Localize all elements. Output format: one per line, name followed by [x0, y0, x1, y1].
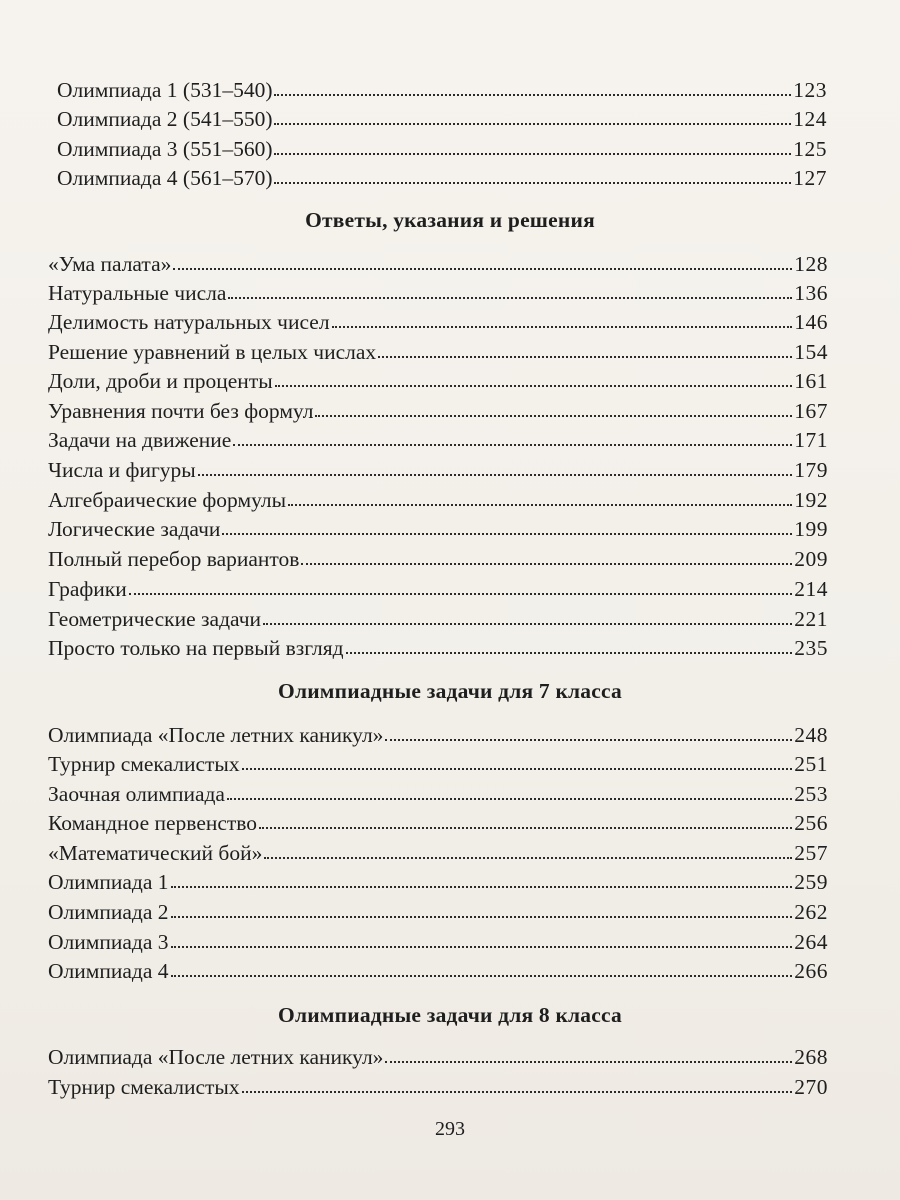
toc-entry-title: Числа и фигуры — [48, 458, 196, 482]
toc-entry[interactable] — [48, 367, 828, 395]
toc-entry[interactable] — [48, 486, 828, 514]
toc-entry[interactable] — [48, 575, 828, 603]
toc-entry-title: Геометрические задачи — [48, 607, 262, 631]
dot-leader — [332, 326, 793, 328]
toc-entry-title: Олимпиада «После летних каникул» — [48, 723, 384, 747]
toc-entry[interactable] — [57, 135, 827, 163]
dot-leader — [242, 768, 793, 770]
toc-entry-title: Олимпиада 2 — [48, 900, 169, 924]
dot-leader — [222, 533, 792, 535]
toc-entry-page: 209 — [794, 547, 828, 571]
toc-entry-page: 125 — [793, 137, 827, 161]
toc-entry-page: 161 — [794, 369, 828, 393]
toc-entry-title: Делимость натуральных чисел — [48, 310, 330, 334]
dot-leader — [173, 268, 792, 270]
toc-entry-title: Уравнения почти без формул — [48, 399, 314, 423]
toc-entry-page: 235 — [794, 636, 828, 660]
toc-entry[interactable] — [48, 397, 828, 425]
toc-entry-title: «Математический бой» — [48, 841, 263, 865]
dot-leader — [171, 886, 793, 888]
dot-leader — [378, 356, 792, 358]
toc-entry[interactable] — [48, 839, 828, 867]
toc-entry-page: 127 — [793, 166, 827, 190]
toc-entry[interactable] — [48, 605, 828, 633]
toc-entry-page: 253 — [794, 782, 828, 806]
dot-leader — [385, 739, 792, 741]
toc-entry-page: 248 — [794, 723, 828, 747]
toc-entry[interactable] — [48, 750, 828, 778]
dot-leader — [171, 975, 793, 977]
dot-leader — [171, 916, 793, 918]
toc-entry-title: Олимпиада 3 (551–560) — [57, 137, 273, 161]
toc-entry[interactable] — [48, 721, 828, 749]
toc-entry-page: 167 — [794, 399, 828, 423]
toc-entry-title: Олимпиада 4 — [48, 959, 169, 983]
toc-entry-page: 262 — [794, 900, 828, 924]
toc-entry-page: 266 — [794, 959, 828, 983]
toc-entry-page: 251 — [794, 752, 828, 776]
dot-leader — [264, 857, 792, 859]
toc-entry-page: 270 — [794, 1075, 828, 1099]
dot-leader — [288, 504, 792, 506]
toc-entry-title: Задачи на движение — [48, 428, 232, 452]
toc-entry[interactable] — [48, 515, 828, 543]
toc-entry-title: Логические задачи — [48, 517, 221, 541]
toc-entry-title: Алгебраические формулы — [48, 488, 287, 512]
toc-entry-page: 214 — [794, 577, 828, 601]
dot-leader — [233, 444, 792, 446]
toc-entry[interactable] — [48, 545, 828, 573]
toc-entry-title: Олимпиада «После летних каникул» — [48, 1045, 384, 1069]
toc-entry-title: Турнир смекалистых — [48, 752, 240, 776]
section-heading: Олимпиадные задачи для 7 класса — [278, 679, 622, 703]
toc-entry[interactable] — [48, 1043, 828, 1071]
toc-entry-page: 264 — [794, 930, 828, 954]
page-number: 293 — [435, 1118, 465, 1140]
toc-entry[interactable] — [57, 105, 827, 133]
toc-entry[interactable] — [48, 868, 828, 896]
toc-entry[interactable] — [48, 250, 828, 278]
section-heading: Олимпиадные задачи для 8 класса — [278, 1003, 622, 1027]
dot-leader — [228, 297, 792, 299]
toc-entry-title: Турнир смекалистых — [48, 1075, 240, 1099]
dot-leader — [274, 123, 791, 125]
toc-entry-page: 192 — [794, 488, 828, 512]
toc-entry[interactable] — [48, 928, 828, 956]
dot-leader — [274, 153, 791, 155]
toc-entry-title: Полный перебор вариантов — [48, 547, 300, 571]
dot-leader — [315, 415, 792, 417]
toc-entry-title: Натуральные числа — [48, 281, 227, 305]
toc-entry-title: Доли, дроби и проценты — [48, 369, 273, 393]
toc-entry-page: 154 — [794, 340, 828, 364]
toc-entry[interactable] — [48, 780, 828, 808]
toc-entry-title: Графики — [48, 577, 127, 601]
toc-entry-title: «Ума палата» — [48, 252, 172, 276]
dot-leader — [274, 182, 791, 184]
dot-leader — [274, 94, 791, 96]
dot-leader — [129, 593, 792, 595]
toc-entry[interactable] — [48, 456, 828, 484]
toc-entry[interactable] — [57, 164, 827, 192]
toc-entry-title: Просто только на первый взгляд — [48, 636, 344, 660]
toc-entry[interactable] — [48, 279, 828, 307]
toc-entry-page: 136 — [794, 281, 828, 305]
dot-leader — [263, 623, 792, 625]
toc-entry-page: 221 — [794, 607, 828, 631]
dot-leader — [227, 798, 792, 800]
toc-entry[interactable] — [57, 76, 827, 104]
toc-entry-page: 259 — [794, 870, 828, 894]
toc-entry-title: Олимпиада 3 — [48, 930, 169, 954]
toc-entry-page: 257 — [794, 841, 828, 865]
toc-entry-title: Решение уравнений в целых числах — [48, 340, 377, 364]
toc-entry[interactable] — [48, 809, 828, 837]
toc-entry-page: 199 — [794, 517, 828, 541]
toc-entry-title: Олимпиада 1 (531–540) — [57, 78, 273, 102]
toc-entry-title: Олимпиада 2 (541–550) — [57, 107, 273, 131]
toc-entry-title: Командное первенство — [48, 811, 258, 835]
toc-entry[interactable] — [48, 338, 828, 366]
toc-entry[interactable] — [48, 634, 828, 662]
toc-entry-page: 146 — [794, 310, 828, 334]
dot-leader — [275, 385, 793, 387]
dot-leader — [385, 1061, 792, 1063]
dot-leader — [346, 652, 793, 654]
toc-entry-page: 171 — [794, 428, 828, 452]
toc-entry-page: 124 — [793, 107, 827, 131]
toc-entry[interactable] — [48, 957, 828, 985]
toc-entry[interactable] — [48, 898, 828, 926]
toc-entry-title: Олимпиада 1 — [48, 870, 169, 894]
dot-leader — [259, 827, 792, 829]
dot-leader — [198, 474, 793, 476]
dot-leader — [171, 946, 793, 948]
toc-entry-title: Заочная олимпиада — [48, 782, 225, 806]
section-heading: Ответы, указания и решения — [305, 208, 595, 232]
toc-entry[interactable] — [48, 1073, 828, 1101]
dot-leader — [242, 1091, 793, 1093]
toc-entry-page: 268 — [794, 1045, 828, 1069]
toc-entry-page: 128 — [794, 252, 828, 276]
toc-entry[interactable] — [48, 308, 828, 336]
toc-entry[interactable] — [48, 426, 828, 454]
toc-entry-page: 256 — [794, 811, 828, 835]
toc-entry-page: 123 — [793, 78, 827, 102]
dot-leader — [301, 563, 792, 565]
toc-entry-title: Олимпиада 4 (561–570) — [57, 166, 273, 190]
toc-entry-page: 179 — [794, 458, 828, 482]
